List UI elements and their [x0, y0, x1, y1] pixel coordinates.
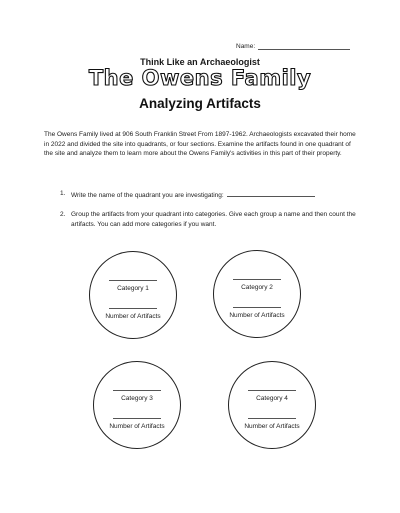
artifact-count-blank[interactable]	[109, 308, 157, 309]
page-subtitle: Analyzing Artifacts	[139, 96, 261, 111]
name-blank[interactable]	[258, 42, 350, 50]
artifact-count-blank[interactable]	[248, 418, 296, 419]
artifact-count-label: Number of Artifacts	[229, 312, 285, 319]
name-label: Name:	[236, 43, 256, 50]
intro-paragraph: The Owens Family lived at 906 South Franklin Street From 1897-1962. Archaeologists excavated their home in 2022 and divided the site into quadrants, or four sections. Examine the artifacts found in one quadrant of the site and analyze them to learn more about the Owens Family's activities in this part of their property.	[44, 131, 356, 158]
category-name-blank[interactable]	[109, 280, 157, 281]
category-circle-1	[89, 251, 177, 339]
category-name-blank[interactable]	[248, 390, 296, 391]
banner-title: The Owens Family	[88, 66, 312, 90]
category-label: Category 4	[256, 395, 288, 402]
artifact-count-label: Number of Artifacts	[109, 423, 165, 430]
category-label: Category 3	[121, 395, 153, 402]
category-name-blank[interactable]	[233, 279, 281, 280]
name-field[interactable]	[236, 42, 350, 50]
artifact-count-blank[interactable]	[113, 418, 161, 419]
category-label: Category 2	[241, 284, 273, 291]
question-1	[60, 189, 360, 201]
category-circle-2	[213, 250, 301, 338]
category-circle-3	[93, 361, 181, 449]
category-name-blank[interactable]	[113, 390, 161, 391]
question-2	[60, 210, 360, 229]
artifact-count-label: Number of Artifacts	[105, 313, 161, 320]
kicker-title: Think Like an Archaeologist	[140, 57, 260, 67]
question-number: 1.	[60, 190, 66, 197]
quadrant-answer-blank[interactable]	[227, 189, 315, 197]
category-circle-4	[228, 361, 316, 449]
question-text: Write the name of the quadrant you are investigating:	[71, 192, 224, 199]
question-text: Group the artifacts from your quadrant into categories. Give each group a name and then count the artifacts. You can add more categories if you want.	[71, 211, 356, 228]
artifact-count-label: Number of Artifacts	[244, 423, 300, 430]
question-number: 2.	[60, 211, 66, 218]
category-label: Category 1	[117, 285, 149, 292]
artifact-count-blank[interactable]	[233, 307, 281, 308]
